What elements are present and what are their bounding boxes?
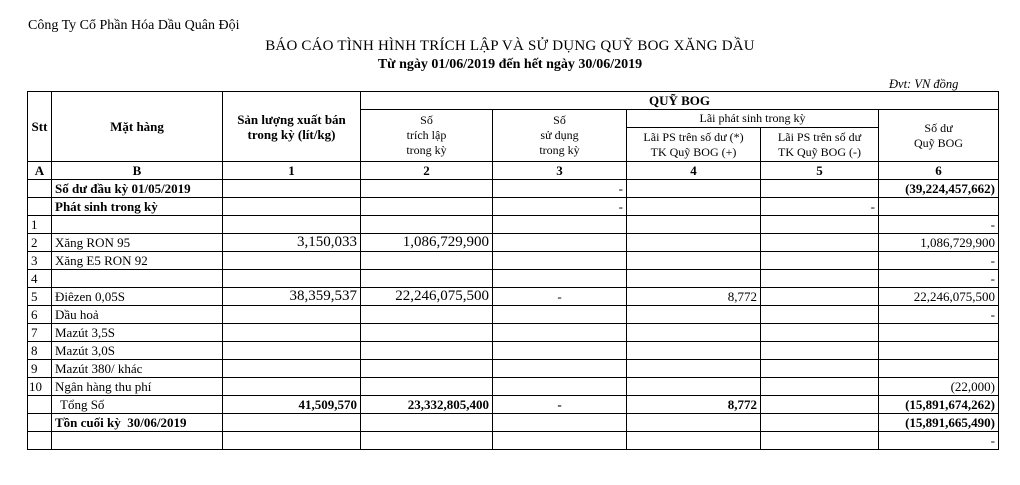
balance-cell (879, 342, 999, 360)
table-row (28, 270, 999, 288)
col-header-interest-group: Lãi phát sinh trong kỳ (627, 110, 879, 128)
volume-cell (223, 180, 361, 198)
index-cell: B (52, 162, 223, 180)
int-pos-cell (627, 414, 761, 432)
volume-cell (223, 252, 361, 270)
int-neg-cell (761, 360, 879, 378)
int-pos-cell (627, 198, 761, 216)
col-header-balance (879, 110, 999, 162)
table-row (28, 288, 999, 306)
table-row (28, 216, 999, 234)
balance-cell: - (879, 306, 999, 324)
stt-cell: 1 (28, 216, 52, 234)
balance-cell: - (879, 252, 999, 270)
index-cell: 5 (761, 162, 879, 180)
total-accrued: 23,332,805,400 (361, 396, 493, 414)
used-cell: - (493, 288, 627, 306)
arising-row (28, 198, 999, 216)
used-header-line-1: Số (553, 113, 566, 127)
index-cell: 4 (627, 162, 761, 180)
volume-header-line-1: Sản lượng xuất bán (237, 111, 346, 127)
balance-cell: (22,000) (879, 378, 999, 396)
index-cell: A (28, 162, 52, 180)
accrued-cell (361, 342, 493, 360)
balance-header-line-2: Quỹ BOG (913, 135, 963, 150)
item-name: Ngân hàng thu phí (52, 378, 223, 396)
balance-cell: - (879, 432, 999, 450)
accrued-header-line-3: trong kỳ (406, 143, 447, 157)
int-neg-cell (761, 306, 879, 324)
volume-cell (223, 270, 361, 288)
stt-cell (28, 432, 52, 450)
item-name: Xăng RON 95 (52, 234, 223, 252)
volume-header-line-2: trong kỳ (lít/kg) (247, 126, 336, 142)
used-cell (493, 306, 627, 324)
stt-cell: 5 (28, 288, 52, 306)
table-row (28, 306, 999, 324)
used-cell (493, 270, 627, 288)
accrued-header-line-1: Số (420, 113, 433, 127)
int-neg-cell (761, 234, 879, 252)
used-cell (493, 378, 627, 396)
table-row (28, 342, 999, 360)
stt-cell: 6 (28, 306, 52, 324)
int-pos-header-line-2: TK Quỹ BOG (+) (650, 144, 737, 159)
bog-fund-table (27, 91, 999, 450)
stt-cell (28, 414, 52, 432)
used-cell (493, 216, 627, 234)
total-int-pos: 8,772 (627, 396, 761, 414)
header-row-1 (28, 92, 999, 110)
int-neg-cell (761, 288, 879, 306)
used-cell (493, 252, 627, 270)
int-pos-cell (627, 306, 761, 324)
index-cell: 1 (223, 162, 361, 180)
accrued-cell: 22,246,075,500 (361, 288, 493, 306)
volume-cell (223, 306, 361, 324)
accrued-header-line-2: trích lập (406, 128, 447, 142)
stt-cell (28, 396, 52, 414)
used-cell (493, 360, 627, 378)
accrued-cell (361, 198, 493, 216)
balance-cell: 1,086,729,900 (879, 234, 999, 252)
volume-cell (223, 360, 361, 378)
closing-balance: (15,891,665,490) (879, 414, 999, 432)
accrued-cell (361, 378, 493, 396)
table-row (28, 432, 999, 450)
total-volume: 41,509,570 (223, 396, 361, 414)
col-header-accrued (361, 110, 493, 162)
opening-balance-row (28, 180, 999, 198)
used-cell (493, 234, 627, 252)
int-neg-header-line-2: TK Quỹ BOG (-) (778, 144, 861, 159)
arising-label: Phát sinh trong kỳ (52, 198, 223, 216)
used-cell (493, 414, 627, 432)
stt-cell (28, 180, 52, 198)
item-name: Mazút 3,0S (52, 342, 223, 360)
item-name: Mazút 380/ khác (52, 360, 223, 378)
report-title: BÁO CÁO TÌNH HÌNH TRÍCH LẬP VÀ SỬ DỤNG QUỸ BOG XĂNG DẦU (265, 38, 755, 54)
accrued-cell (361, 180, 493, 198)
int-neg-cell (761, 324, 879, 342)
used-cell (493, 324, 627, 342)
total-label: Tổng Số (52, 396, 223, 414)
volume-cell (223, 216, 361, 234)
index-cell: 6 (879, 162, 999, 180)
index-cell: 3 (493, 162, 627, 180)
opening-balance: (39,224,457,662) (879, 180, 999, 198)
accrued-cell (361, 306, 493, 324)
closing-label: Tồn cuối kỳ 30/06/2019 (52, 414, 223, 432)
used-cell (493, 432, 627, 450)
table-row (28, 360, 999, 378)
col-header-used (493, 110, 627, 162)
int-pos-cell: 8,772 (627, 288, 761, 306)
table-row (28, 378, 999, 396)
volume-cell (223, 432, 361, 450)
col-header-stt: Stt (28, 92, 52, 162)
volume-cell (223, 324, 361, 342)
table-row (28, 252, 999, 270)
total-row (28, 396, 999, 414)
currency-unit: Đvt: VN đồng (889, 77, 959, 91)
volume-cell: 3,150,033 (223, 234, 361, 252)
col-header-interest-positive (627, 128, 761, 162)
volume-cell (223, 414, 361, 432)
total-used: - (493, 396, 627, 414)
volume-cell: 38,359,537 (223, 288, 361, 306)
item-name (52, 270, 223, 288)
stt-cell: 7 (28, 324, 52, 342)
accrued-cell (361, 270, 493, 288)
opening-label: Số dư đầu kỳ 01/05/2019 (52, 180, 223, 198)
int-pos-cell (627, 216, 761, 234)
stt-cell: 4 (28, 270, 52, 288)
stt-cell: 9 (28, 360, 52, 378)
balance-cell (879, 324, 999, 342)
item-name: Mazút 3,5S (52, 324, 223, 342)
int-neg-cell (761, 252, 879, 270)
int-pos-cell (627, 342, 761, 360)
used-cell (493, 342, 627, 360)
arising-int-neg: - (761, 198, 879, 216)
balance-cell (879, 360, 999, 378)
column-index-row (28, 162, 999, 180)
int-neg-cell (761, 414, 879, 432)
stt-cell: 2 (28, 234, 52, 252)
balance-cell (879, 198, 999, 216)
int-neg-cell (761, 180, 879, 198)
closing-row (28, 414, 999, 432)
company-name: Công Ty Cổ Phần Hóa Dầu Quân Đội (28, 18, 240, 33)
opening-used: - (493, 180, 627, 198)
int-pos-cell (627, 432, 761, 450)
int-pos-header-line-1: Lãi PS trên số dư (*) (643, 129, 744, 144)
report-period: Từ ngày 01/06/2019 đến hết ngày 30/06/2019 (377, 57, 643, 72)
item-name: Dầu hoả (52, 306, 223, 324)
int-neg-cell (761, 216, 879, 234)
col-header-item: Mặt hàng (52, 92, 223, 162)
int-pos-cell (627, 360, 761, 378)
balance-cell: - (879, 270, 999, 288)
stt-cell: 3 (28, 252, 52, 270)
accrued-cell (361, 252, 493, 270)
int-pos-cell (627, 252, 761, 270)
col-header-fund-group: QUỸ BOG (361, 92, 999, 110)
int-neg-header-line-1: Lãi PS trên số dư (777, 129, 862, 144)
int-pos-cell (627, 234, 761, 252)
item-name: Xăng E5 RON 92 (52, 252, 223, 270)
index-cell: 2 (361, 162, 493, 180)
col-header-volume (223, 92, 361, 162)
used-header-line-2: sử dụng (540, 128, 579, 142)
table-row (28, 324, 999, 342)
accrued-cell (361, 360, 493, 378)
col-header-interest-negative (761, 128, 879, 162)
volume-cell (223, 342, 361, 360)
item-name: Điêzen 0,05S (52, 288, 223, 306)
stt-cell: 8 (28, 342, 52, 360)
int-neg-cell (761, 432, 879, 450)
int-neg-cell (761, 396, 879, 414)
int-pos-cell (627, 324, 761, 342)
total-balance: (15,891,674,262) (879, 396, 999, 414)
arising-used: - (493, 198, 627, 216)
int-pos-cell (627, 270, 761, 288)
accrued-cell (361, 216, 493, 234)
int-neg-cell (761, 342, 879, 360)
item-name (52, 432, 223, 450)
int-neg-cell (761, 378, 879, 396)
accrued-cell: 1,086,729,900 (361, 234, 493, 252)
int-neg-cell (761, 270, 879, 288)
balance-header-line-1: Số dư (924, 120, 953, 135)
volume-cell (223, 378, 361, 396)
stt-cell: 10 (28, 378, 52, 396)
stt-cell (28, 198, 52, 216)
used-header-line-3: trong kỳ (539, 143, 580, 157)
table-row (28, 234, 999, 252)
accrued-cell (361, 414, 493, 432)
int-pos-cell (627, 378, 761, 396)
balance-cell: - (879, 216, 999, 234)
accrued-cell (361, 432, 493, 450)
volume-cell (223, 198, 361, 216)
int-pos-cell (627, 180, 761, 198)
accrued-cell (361, 324, 493, 342)
balance-cell: 22,246,075,500 (879, 288, 999, 306)
item-name (52, 216, 223, 234)
